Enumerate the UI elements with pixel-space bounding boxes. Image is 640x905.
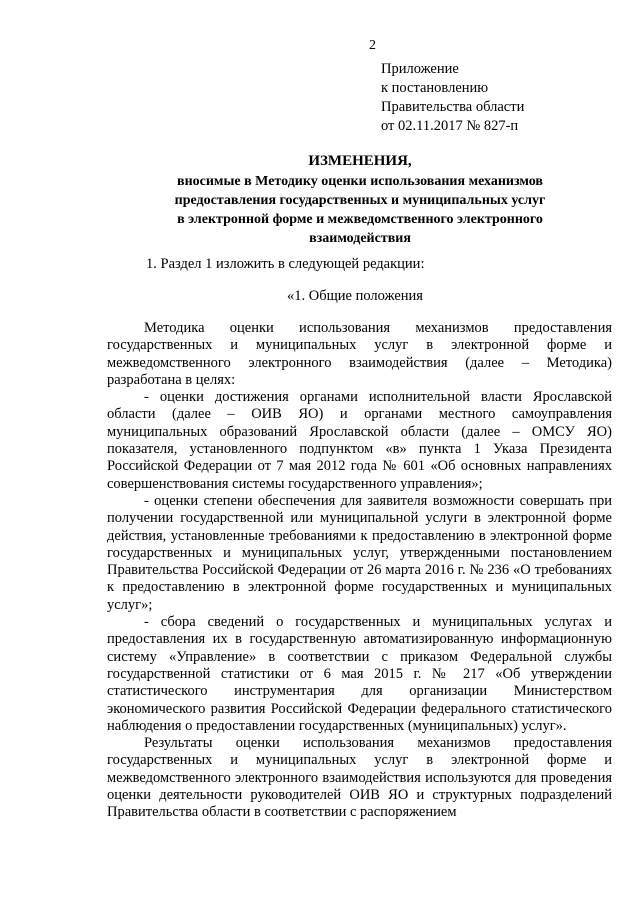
appendix-line: к постановлению [381,80,489,96]
document-title [100,152,620,248]
appendix-date: от 02.11.2017 № 827-п [381,118,519,134]
item-1-instruction: 1. Раздел 1 изложить в следующей редакции: [146,256,425,272]
title-line: в электронной форме и межведомственного электронного [177,212,543,227]
paragraph: Методика оценки использования механизмов предоставления государственных и муниципальных услуг в электронной форме и межведомственного электронного взаимодействия (далее – Методика) разработана в целях: [107,320,612,388]
appendix-line: Приложение [381,61,459,77]
page-number: 2 [369,38,376,53]
paragraph: - оценки достижения органами исполнительной власти Ярославской области (далее – ОИВ ЯО) и органами местного самоуправления муниципальных образований Ярославской области (далее – ОМСУ ЯО) показателя, установленного подпунктом «в» пункта 1 Указа Президента Российской Федерации от 7 мая 2012 года № 601 «Об основных направлениях совершенствования системы государственного управления»; [107,389,612,492]
title-line: вносимые в Методику оценки использования механизмов [177,174,543,189]
title-line: взаимодействия [309,231,411,246]
paragraph: - сбора сведений о государственных и муниципальных услугах и предоставления их в государственную автоматизированную информационную систему «Управление» в соответствии с приказом Федеральной службы государственной статистики от 6 мая 2015 г. № 217 «Об утверждении статистического инструментария для организации Министерством экономического развития Российской Федерации федерального статистического наблюдения о предоставлении государственных (муниципальных) услуг». [107,614,612,734]
appendix-line: Правительства области [381,99,525,115]
title-line: предоставления государственных и муниципальных услуг [174,193,546,208]
paragraph: Результаты оценки использования механизмов предоставления государственных и муниципальных услуг в электронной форме и межведомственного электронного взаимодействия используются для проведения оценки деятельности руководителей ОИВ ЯО и структурных подразделений Правительства области в соответствии с распоряжением [107,735,612,821]
body-text [107,320,612,822]
appendix-block [381,60,524,136]
paragraph: - оценки степени обеспечения для заявителя возможности совершать при получении государственной или муниципальной услуги в электронной форме действия, установленные требованиями к предоставлению в электронной форме государственных и муниципальных услуг, утвержденными постановлением Правительства Российской Федерации от 26 марта 2016 г. № 236 «О требованиях к предоставлению в электронной форме государственных и муниципальных услуг»; [107,492,612,613]
section-title: «1. Общие положения [287,288,423,304]
title-heading: ИЗМЕНЕНИЯ, [308,153,412,169]
